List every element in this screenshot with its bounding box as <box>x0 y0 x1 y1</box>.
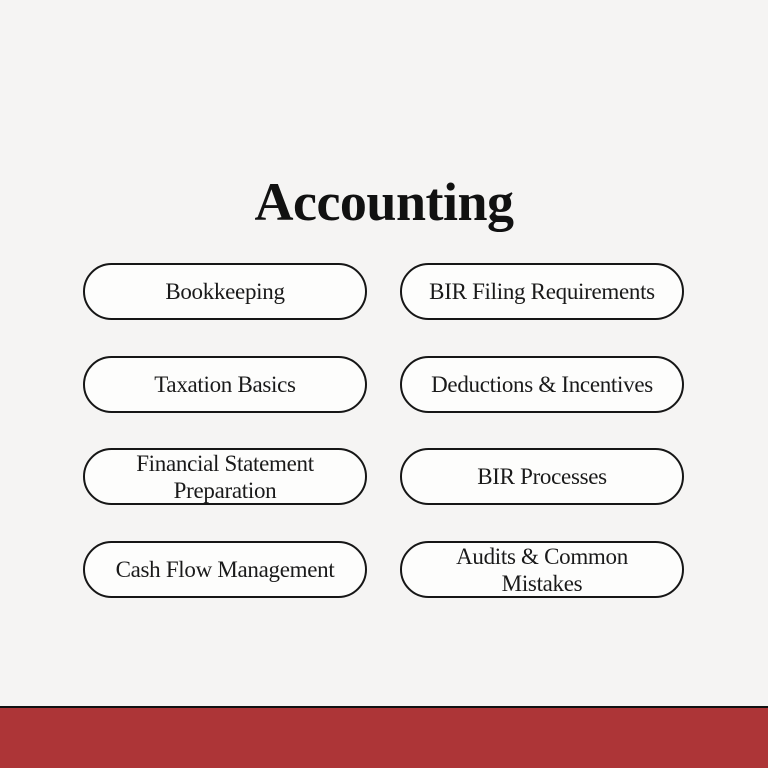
topic-pill-deductions-incentives <box>400 356 684 413</box>
topic-pill-financial-statement-preparation <box>83 448 367 505</box>
topic-label: Cash Flow Management <box>115 557 335 582</box>
footer-band <box>0 708 768 768</box>
topic-pill-taxation-basics <box>83 356 367 413</box>
topic-label: BIR Filing Requirements <box>429 279 655 304</box>
topic-pill-bookkeeping <box>83 263 367 320</box>
topic-pill-audits-common-mistakes <box>400 541 684 598</box>
topic-pill-cash-flow-management <box>83 541 367 598</box>
topic-label: Deductions & Incentives <box>431 372 653 397</box>
topic-label: Audits & Common Mistakes <box>456 543 628 596</box>
topic-label: BIR Processes <box>477 464 607 489</box>
topic-pill-bir-processes <box>400 448 684 505</box>
topic-pill-bir-filing-requirements <box>400 263 684 320</box>
topic-label: Bookkeeping <box>165 279 285 304</box>
page-title: Accounting <box>254 172 514 233</box>
topic-label: Taxation Basics <box>154 372 296 397</box>
topic-label: Financial Statement Preparation <box>136 450 314 503</box>
